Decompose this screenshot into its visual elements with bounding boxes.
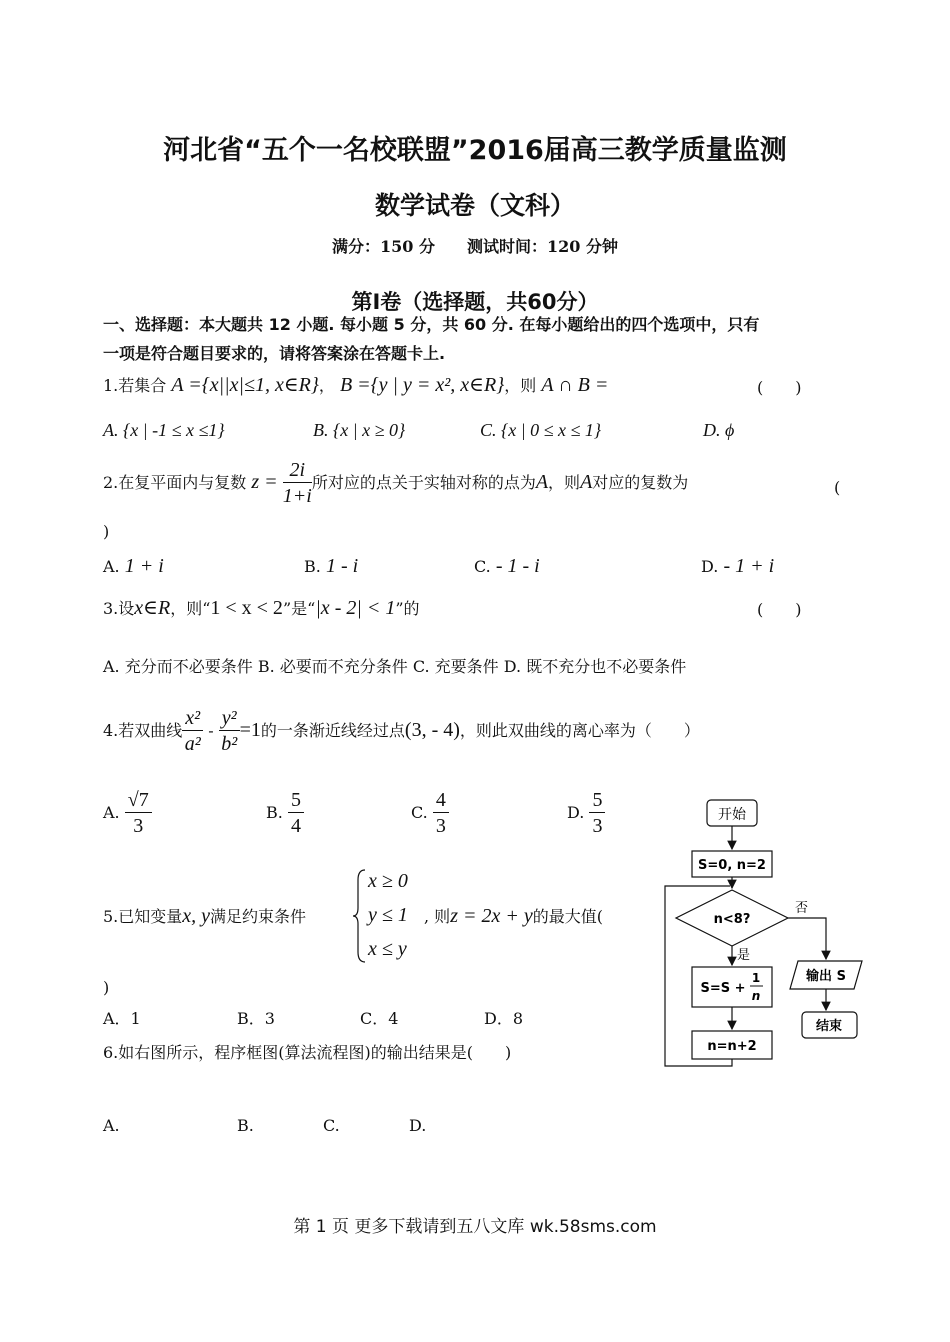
q5-option-c: C．4	[360, 1009, 399, 1028]
flow-update-n-label: n=n+2	[707, 1039, 757, 1054]
q4-frac-x: $\frac{\text{x²}}{\text{a²}}$	[182, 706, 203, 757]
exam-meta: 满分：150 分 测试时间：120 分钟	[332, 237, 618, 256]
q4-option-c: C. $\frac{4}{3}$	[411, 788, 449, 839]
q3-condition: x∈R	[134, 597, 171, 619]
flow-update-s-label: S=S +	[700, 981, 746, 996]
flow-init-label: S=0, n=2	[698, 858, 766, 873]
flow-output-label: 输出 S	[806, 969, 846, 984]
section-heading: 第Ⅰ卷（选择题，共60分）	[351, 290, 599, 314]
q6-option-a: A.	[103, 1116, 120, 1135]
q4-option-d: D. $\frac{5}{3}$	[567, 788, 605, 839]
q1-sep: ，	[318, 376, 335, 395]
q4-frac-y: $\frac{\text{y²}}{\text{b²}}$	[219, 706, 240, 757]
q1-lead: 若集合	[118, 376, 167, 395]
q2-rest2: ，则	[548, 473, 581, 492]
q2-option-d: D. - 1 + i	[701, 555, 775, 577]
q2-paren-open: (	[834, 478, 841, 497]
q2-option-a: A. 1 + i	[103, 555, 164, 577]
q2-rest: 所对应的点关于实轴对称的点为	[311, 473, 536, 492]
question-1	[103, 372, 608, 397]
q1-set-b: B ={y | y = x², x∈R}	[339, 374, 505, 396]
q5-constraint-3: x ≤ y	[368, 938, 407, 960]
q1-set-a: A ={x||x|≤1, x∈R}	[171, 374, 319, 396]
q5-option-b: B．3	[237, 1009, 275, 1028]
q5-option-a: A．1	[103, 1009, 141, 1028]
q2-zeq: z =	[251, 471, 278, 493]
q5-option-d: D．8	[484, 1009, 524, 1028]
q5-objective: , 则z = 2x + y的最大值(	[424, 905, 603, 927]
page-footer: 第 1 页 更多下载请到五八文库 wk.58sms.com	[293, 1217, 657, 1237]
q2-fraction: $\frac{2i}{1+i}$	[282, 459, 312, 507]
flow-start-label: 开始	[718, 807, 746, 823]
q2-point-a2: A	[580, 471, 593, 493]
q4-option-b: B. $\frac{5}{4}$	[266, 788, 304, 839]
flow-no-label: 否	[795, 901, 809, 916]
question-3: 3.设x∈R，则“1 < x < 2”是“|x - 2| < 1”的	[103, 597, 420, 619]
q1-expr: A ∩ B =	[541, 374, 609, 396]
instructions-line-1: 一、选择题：本大题共 12 小题. 每小题 5 分，共 60 分. 在每小题给出的四个选项中，只有	[103, 315, 760, 334]
q2-point-a: A	[535, 471, 549, 493]
flow-frac-den: n	[751, 989, 761, 1003]
flow-end-label: 结束	[815, 1019, 843, 1034]
q1-option-c: C. {x | 0 ≤ x ≤ 1}	[480, 420, 602, 440]
q3-paren: ( )	[757, 600, 802, 619]
q4-option-a: A. $\frac{√7}{3}$	[103, 788, 152, 839]
exam-title: 河北省“五个一名校联盟”2016届高三教学质量监测	[163, 135, 787, 166]
q2-paren-close: )	[103, 522, 110, 541]
q5-brace	[352, 868, 368, 964]
flow-frac-num: 1	[751, 971, 761, 985]
flow-yes-label: 是	[737, 948, 751, 963]
q6-option-c: C.	[323, 1116, 340, 1135]
q1-number: 1.	[103, 376, 119, 395]
question-2	[103, 458, 688, 509]
q2-rest3: 对应的复数为	[592, 473, 689, 492]
q3-inequality-2: |x - 2| < 1	[315, 597, 396, 619]
exam-subtitle: 数学试卷（文科）	[374, 191, 575, 220]
q2-number: 2.	[103, 473, 119, 492]
q2-lead: 在复平面内与复数	[118, 473, 247, 492]
q1-paren: ( )	[757, 378, 802, 397]
q1-option-b: B. {x | x ≥ 0}	[313, 420, 406, 440]
q3-inequality-1: 1 < x < 2	[210, 597, 283, 619]
q1-ask: ，则	[504, 376, 537, 395]
q5-constraint-1: x ≥ 0	[368, 870, 408, 892]
q1-option-a: A. {x | -1 ≤ x ≤1}	[103, 420, 225, 440]
flow-cond-label: n<8?	[713, 912, 751, 927]
q6-option-d: D.	[409, 1116, 427, 1135]
flowchart	[655, 790, 880, 1080]
q3-options: A. 充分而不必要条件 B. 必要而不充分条件 C. 充要条件 D. 既不充分也不必要条件	[103, 657, 687, 676]
q5-paren-close: )	[103, 978, 110, 997]
instructions-line-2: 一项是符合题目要求的，请将答案涂在答题卡上.	[103, 344, 446, 363]
q4-point: (3, - 4)	[404, 719, 460, 741]
q5-constraint-2: y ≤ 1	[368, 904, 408, 926]
question-5-lead: 5.已知变量x, y满足约束条件	[103, 905, 307, 927]
q1-option-d: D. ϕ	[703, 420, 735, 440]
question-4: 4.若双曲线 $\frac{\text{x²}}{\text{a²}}$ - $\frac{\text{y²}}{\text{b²}}$ =1的一条渐近线经过点(3, - 4)，则此双曲线的离心率为（ ）	[103, 707, 700, 755]
question-6: 6.如右图所示，程序框图(算法流程图)的输出结果是( )	[103, 1043, 512, 1062]
q2-option-b: B. 1 - i	[304, 555, 359, 577]
q2-option-c: C. - 1 - i	[474, 555, 540, 577]
q6-option-b: B.	[237, 1116, 254, 1135]
